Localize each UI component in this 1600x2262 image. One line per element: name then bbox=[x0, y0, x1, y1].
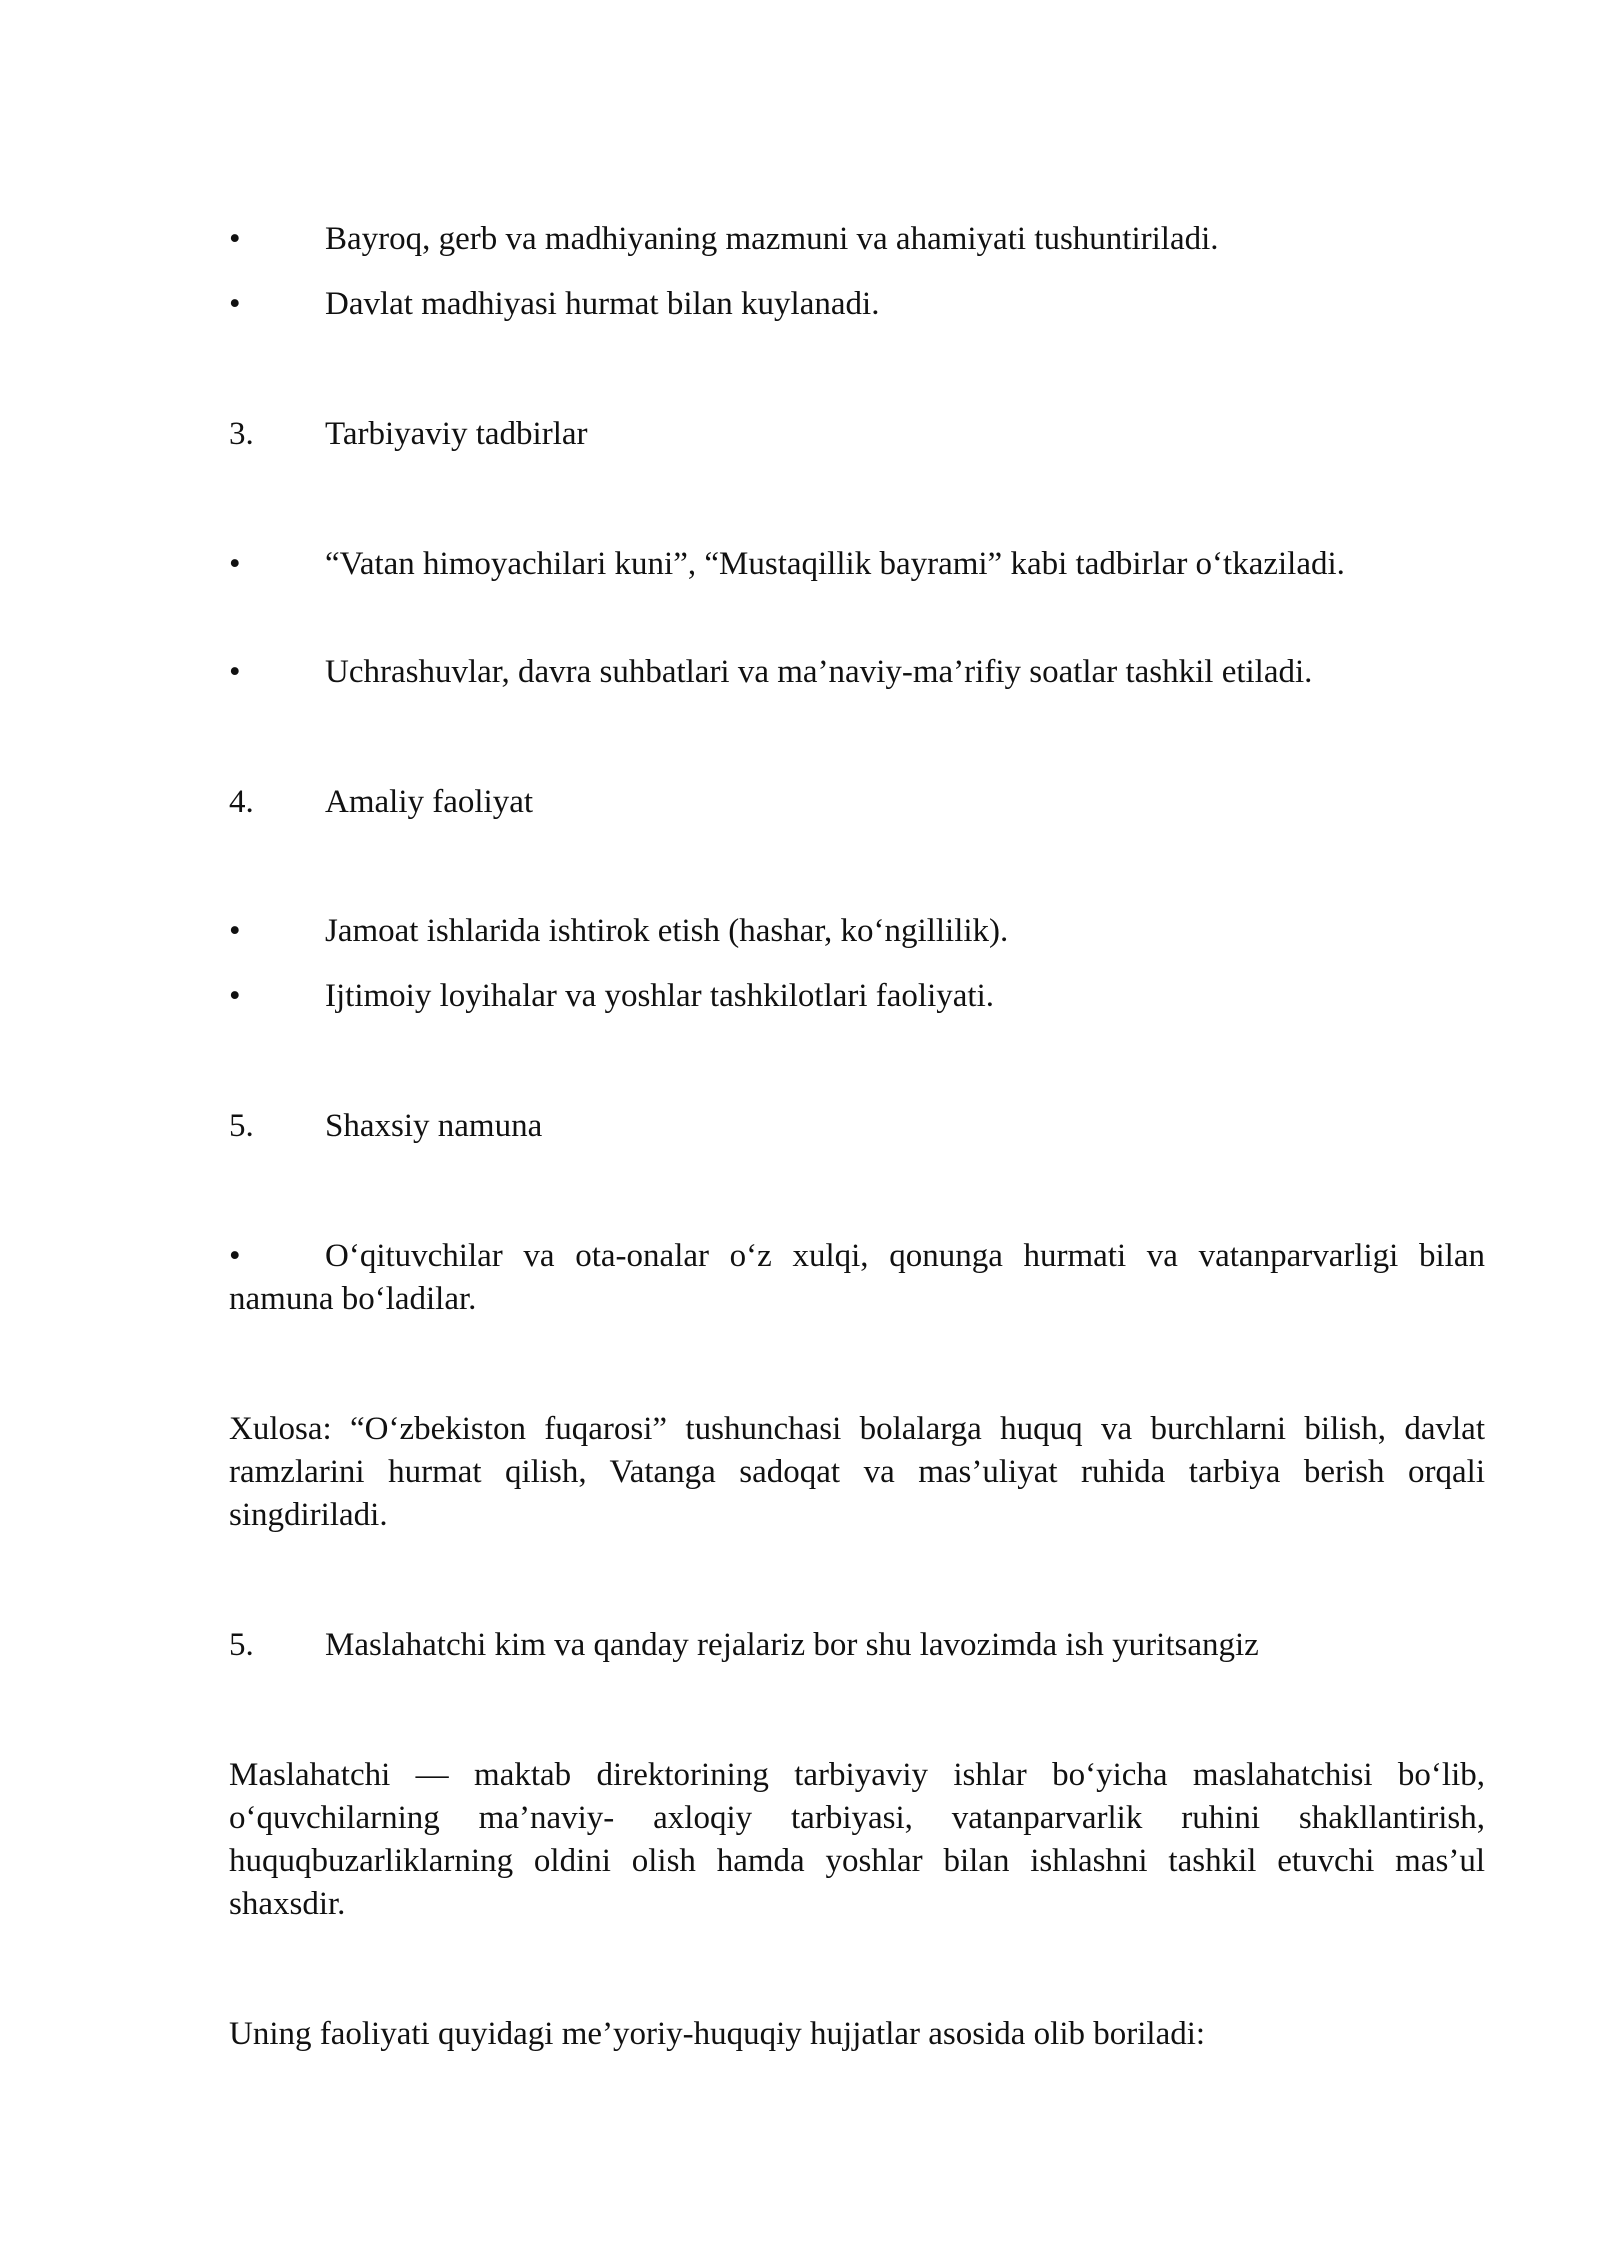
list-item-text: Davlat madhiyasi hurmat bilan kuylanadi. bbox=[325, 286, 880, 322]
list-item-text: Bayroq, gerb va madhiyaning mazmuni va ahamiyati tushuntiriladi. bbox=[325, 221, 1219, 257]
bullet-marker: • bbox=[229, 546, 241, 582]
list-item bbox=[229, 1235, 1485, 1321]
question-number: 5. bbox=[229, 1627, 254, 1663]
question-title: Maslahatchi kim va qanday rejalariz bor shu lavozimda ish yuritsangiz bbox=[325, 1627, 1259, 1663]
list-item bbox=[229, 283, 1485, 326]
list-item-text: Jamoat ishlarida ishtirok etish (hashar, ko‘ngillilik). bbox=[325, 913, 1009, 949]
list-item bbox=[229, 543, 1485, 586]
closing-line: Uning faoliyati quyidagi me’yoriy-huquqiy hujjatlar asosida olib boriladi: bbox=[229, 2016, 1206, 2052]
list-item-text: Ijtimoiy loyihalar va yoshlar tashkilotlari faoliyati. bbox=[325, 978, 995, 1014]
bullet-marker: • bbox=[229, 654, 241, 690]
list-item bbox=[229, 975, 1485, 1018]
list-item-text: Uchrashuvlar, davra suhbatlari va ma’naviy-ma’rifiy soatlar tashkil etiladi. bbox=[325, 654, 1313, 690]
section-heading bbox=[229, 781, 1485, 824]
section-number: 3. bbox=[229, 416, 254, 452]
bullet-marker: • bbox=[229, 1238, 241, 1274]
answer-paragraph: Maslahatchi — maktab direktorining tarbiyaviy ishlar bo‘yicha maslahatchisi bo‘lib, o‘quvchilarning ma’naviy- axloqiy tarbiyasi, vatanparvarlik ruhini shakllantirish, huquqbuzarliklarning oldini olish hamda yoshlar bilan ishlashni tashkil etuvchi mas’ul shaxsdir. bbox=[229, 1757, 1485, 1922]
list-item bbox=[229, 910, 1485, 953]
bullet-marker: • bbox=[229, 221, 241, 257]
section-title: Shaxsiy namuna bbox=[325, 1108, 543, 1144]
list-item-text: O‘qituvchilar va ota-onalar o‘z xulqi, qonunga hurmati va vatanparvarligi bilan namuna bo‘ladilar. bbox=[229, 1238, 1485, 1317]
section-heading bbox=[229, 1105, 1485, 1148]
section-title: Amaliy faoliyat bbox=[325, 784, 534, 820]
list-item bbox=[229, 651, 1485, 694]
section-number: 4. bbox=[229, 784, 254, 820]
section-heading bbox=[229, 413, 1485, 456]
bullet-marker: • bbox=[229, 913, 241, 949]
section-title: Tarbiyaviy tadbirlar bbox=[325, 416, 588, 452]
bullet-marker: • bbox=[229, 286, 241, 322]
list-item-text: “Vatan himoyachilari kuni”, “Mustaqillik bayrami” kabi tadbirlar o‘tkaziladi. bbox=[325, 546, 1345, 582]
bullet-marker: • bbox=[229, 978, 241, 1014]
question-heading bbox=[229, 1624, 1485, 1667]
conclusion-paragraph: Xulosa: “O‘zbekiston fuqarosi” tushunchasi bolalarga huquq va burchlarni bilish, davlat ramzlarini hurmat qilish, Vatanga sadoqat va mas’uliyat ruhida tarbiya berish orqali singdiriladi. bbox=[229, 1411, 1485, 1533]
section-number: 5. bbox=[229, 1108, 254, 1144]
list-item bbox=[229, 218, 1485, 261]
